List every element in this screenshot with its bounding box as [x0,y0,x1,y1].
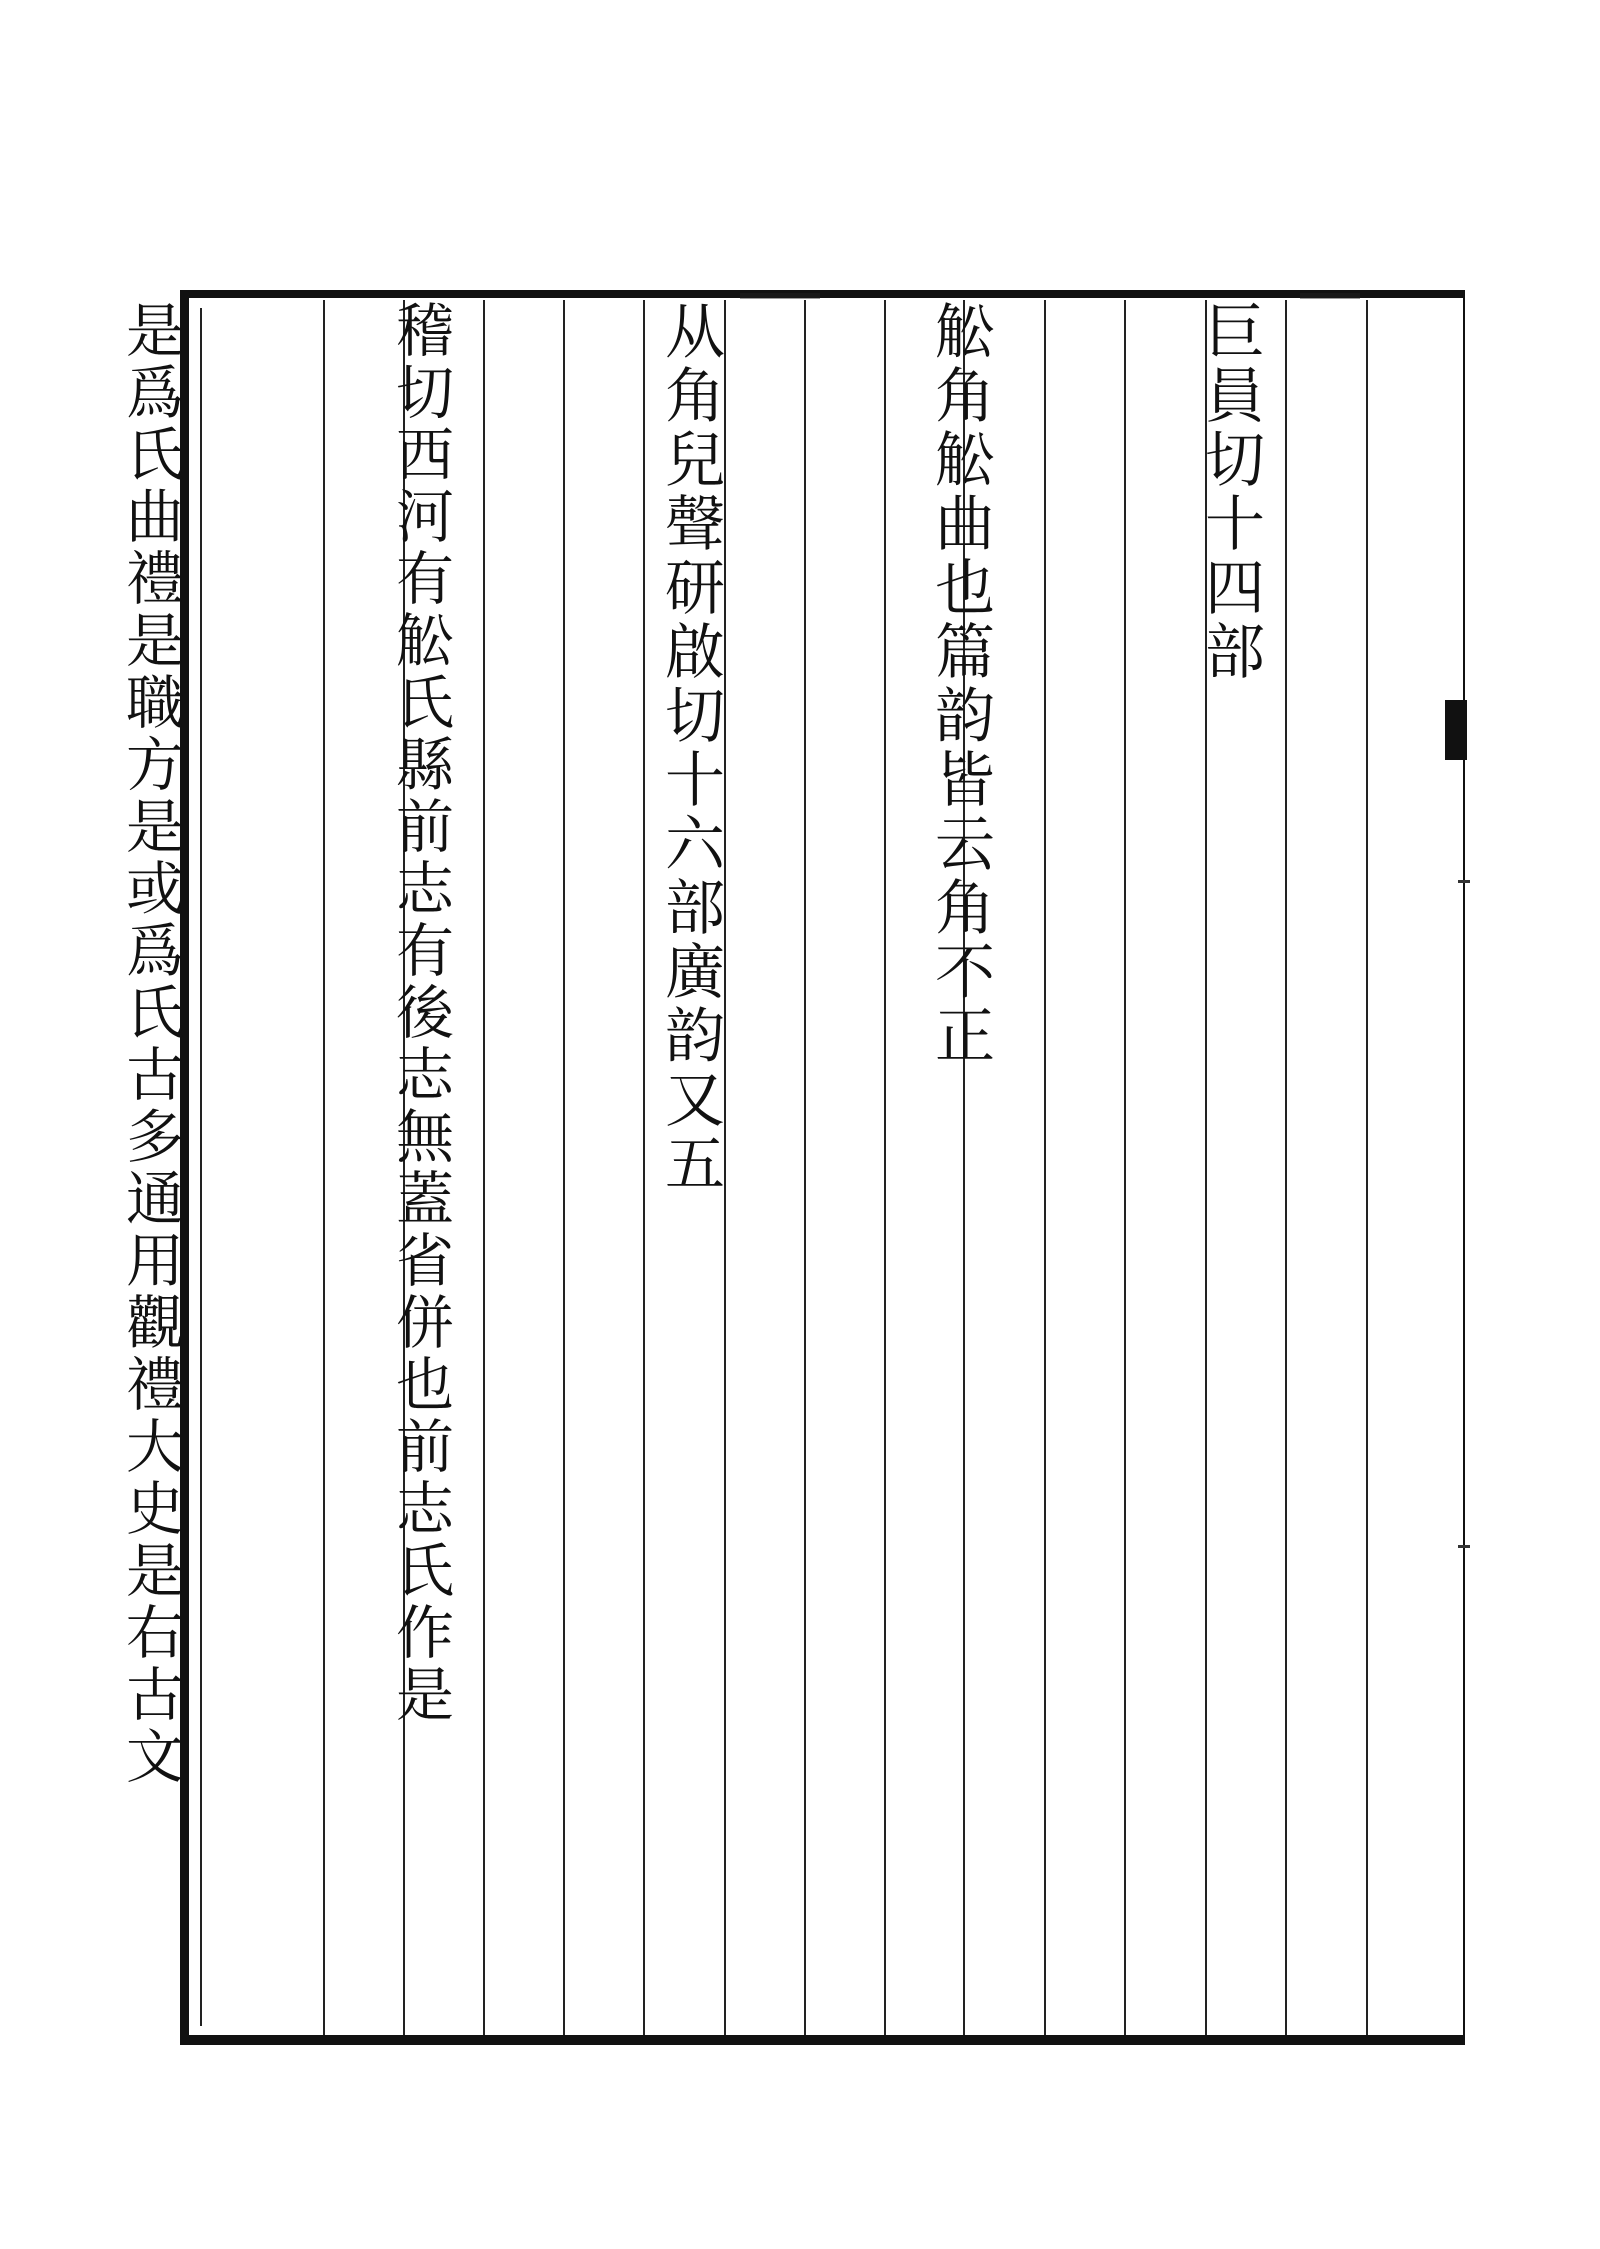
margin-tick [1458,880,1470,883]
vertical-text-body [116,300,1455,2025]
print-smudge [1300,293,1360,299]
print-smudge [740,293,820,299]
text-column-4: 稽切西河有䚗氏縣前志有後志無蓋省併也前志氏作是 [386,300,454,1726]
text-column-5: 是爲氏曲禮是職方是或爲氏古多通用觀禮大史是右古文 [116,300,184,1788]
margin-tick [1458,1545,1470,1548]
text-column-3: 从角兒聲研啟切十六部廣韵又五 [655,300,725,1196]
text-column-2: 䚗角䚗曲也篇韵皆云角不正 [925,300,995,1068]
text-column-1: 巨員切十四部 [1195,300,1265,684]
